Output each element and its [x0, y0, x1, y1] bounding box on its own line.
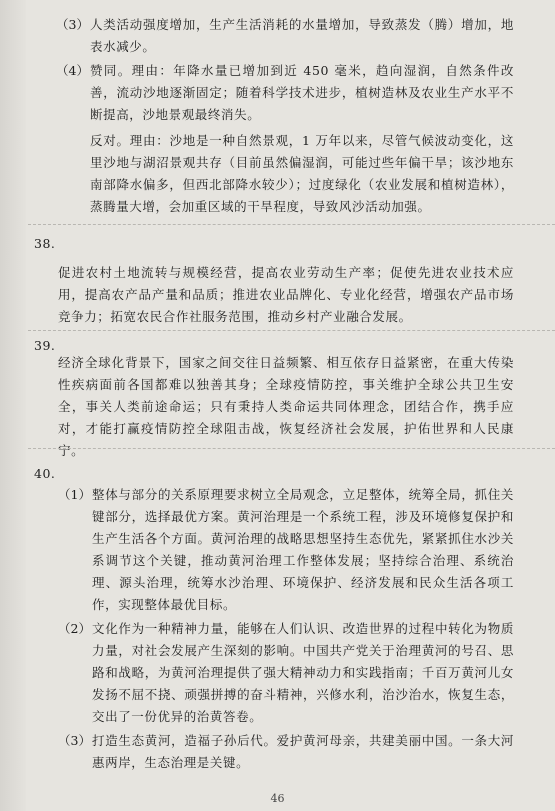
item-text: 整体与部分的关系原理要求树立全局观念，立足整体，统筹全局，抓住关键部分，选择最优方案。黄河治理是一个系统工程，涉及环境修复保护和生产生活各个方面。黄河治理的战略思想坚持生态优先，紧紧抓住水沙关系调节这个关键，推动黄河治理工作整体发展；坚持综合治理、系统治理、源头治理，统筹水沙治理、环境保护、经济发展和民众生活各项工作，实现整体最优目标。	[92, 487, 514, 612]
answer-38	[58, 262, 514, 328]
answer-item-40-1	[58, 484, 514, 616]
section-divider	[28, 330, 555, 331]
question-number-39: 39.	[34, 338, 56, 353]
item-text: 赞同。理由：年降水量已增加到近 450 毫米，趋向湿润，自然条件改善，流动沙地逐渐固定；随着科学技术进步，植树造林及农业生产水平不断提高，沙地景观最终消失。	[90, 63, 514, 122]
item-label: （2）	[58, 621, 91, 636]
item-text: 文化作为一种精神力量，能够在人们认识、改造世界的过程中转化为物质力量，对社会发展产生深刻的影响。中国共产党关于治理黄河的号召、思路和战略，为黄河治理提供了强大精神动力和实践指南；千百万黄河儿女发扬不屈不挠、顽强拼搏的奋斗精神，兴修水利，治沙治水，恢复生态，交出了一份优异的治黄答卷。	[92, 621, 514, 724]
answer-40	[58, 484, 514, 774]
item-text: 人类活动强度增加，生产生活消耗的水量增加，导致蒸发（腾）增加，地表水减少。	[90, 17, 514, 54]
answer-text: 促进农村土地流转与规模经营，提高农业劳动生产率；促使先进农业技术应用，提高农产品产量和品质；推进农业品牌化、专业化经营，增强农产品市场竞争力；拓宽农民合作社服务范围，推动乡村产业融合发展。	[58, 265, 514, 324]
answer-item-3	[56, 14, 514, 58]
item-label: （3）	[56, 17, 89, 32]
item-text: 打造生态黄河，造福子孙后代。爱护黄河母亲，共建美丽中国。一条大河惠两岸，生态治理是关键。	[92, 733, 514, 770]
question-number-38: 38.	[34, 236, 56, 251]
answer-item-4-oppose	[56, 130, 514, 218]
answer-39	[58, 352, 514, 462]
section-divider	[28, 448, 555, 449]
answer-item-40-2	[58, 618, 514, 728]
item-label: （4）	[56, 63, 89, 78]
answer-block-top	[56, 14, 514, 218]
answer-text: 经济全球化背景下，国家之间交往日益频繁、相互依存日益紧密，在重大传染性疾病面前各国都难以独善其身；全球疫情防控，事关维护全球公共卫生安全，事关人类前途命运；只有秉持人类命运共同体理念，团结合作，携手应对，才能打赢疫情防控全球阻击战，恢复经济社会发展，护佑世界和人民康宁。	[58, 355, 514, 458]
item-label: （3）	[58, 733, 91, 748]
binding-shadow	[0, 0, 26, 811]
answer-item-40-3	[58, 730, 514, 774]
question-number-40: 40.	[34, 466, 56, 481]
section-divider	[28, 224, 555, 225]
item-text: 反对。理由：沙地是一种自然景观，1 万年以来，尽管气候波动变化，这里沙地与湖沼景观共存（目前虽然偏湿润，可能过些年偏干旱；该沙地东南部降水偏多，但西北部降水较少）；过度绿化（农业发展和植树造林），蒸腾量大增，会加重区域的干旱程度，导致风沙活动加强。	[90, 133, 514, 214]
item-label: （1）	[58, 487, 91, 502]
page-number: 46	[270, 792, 285, 805]
answer-item-4	[56, 60, 514, 126]
